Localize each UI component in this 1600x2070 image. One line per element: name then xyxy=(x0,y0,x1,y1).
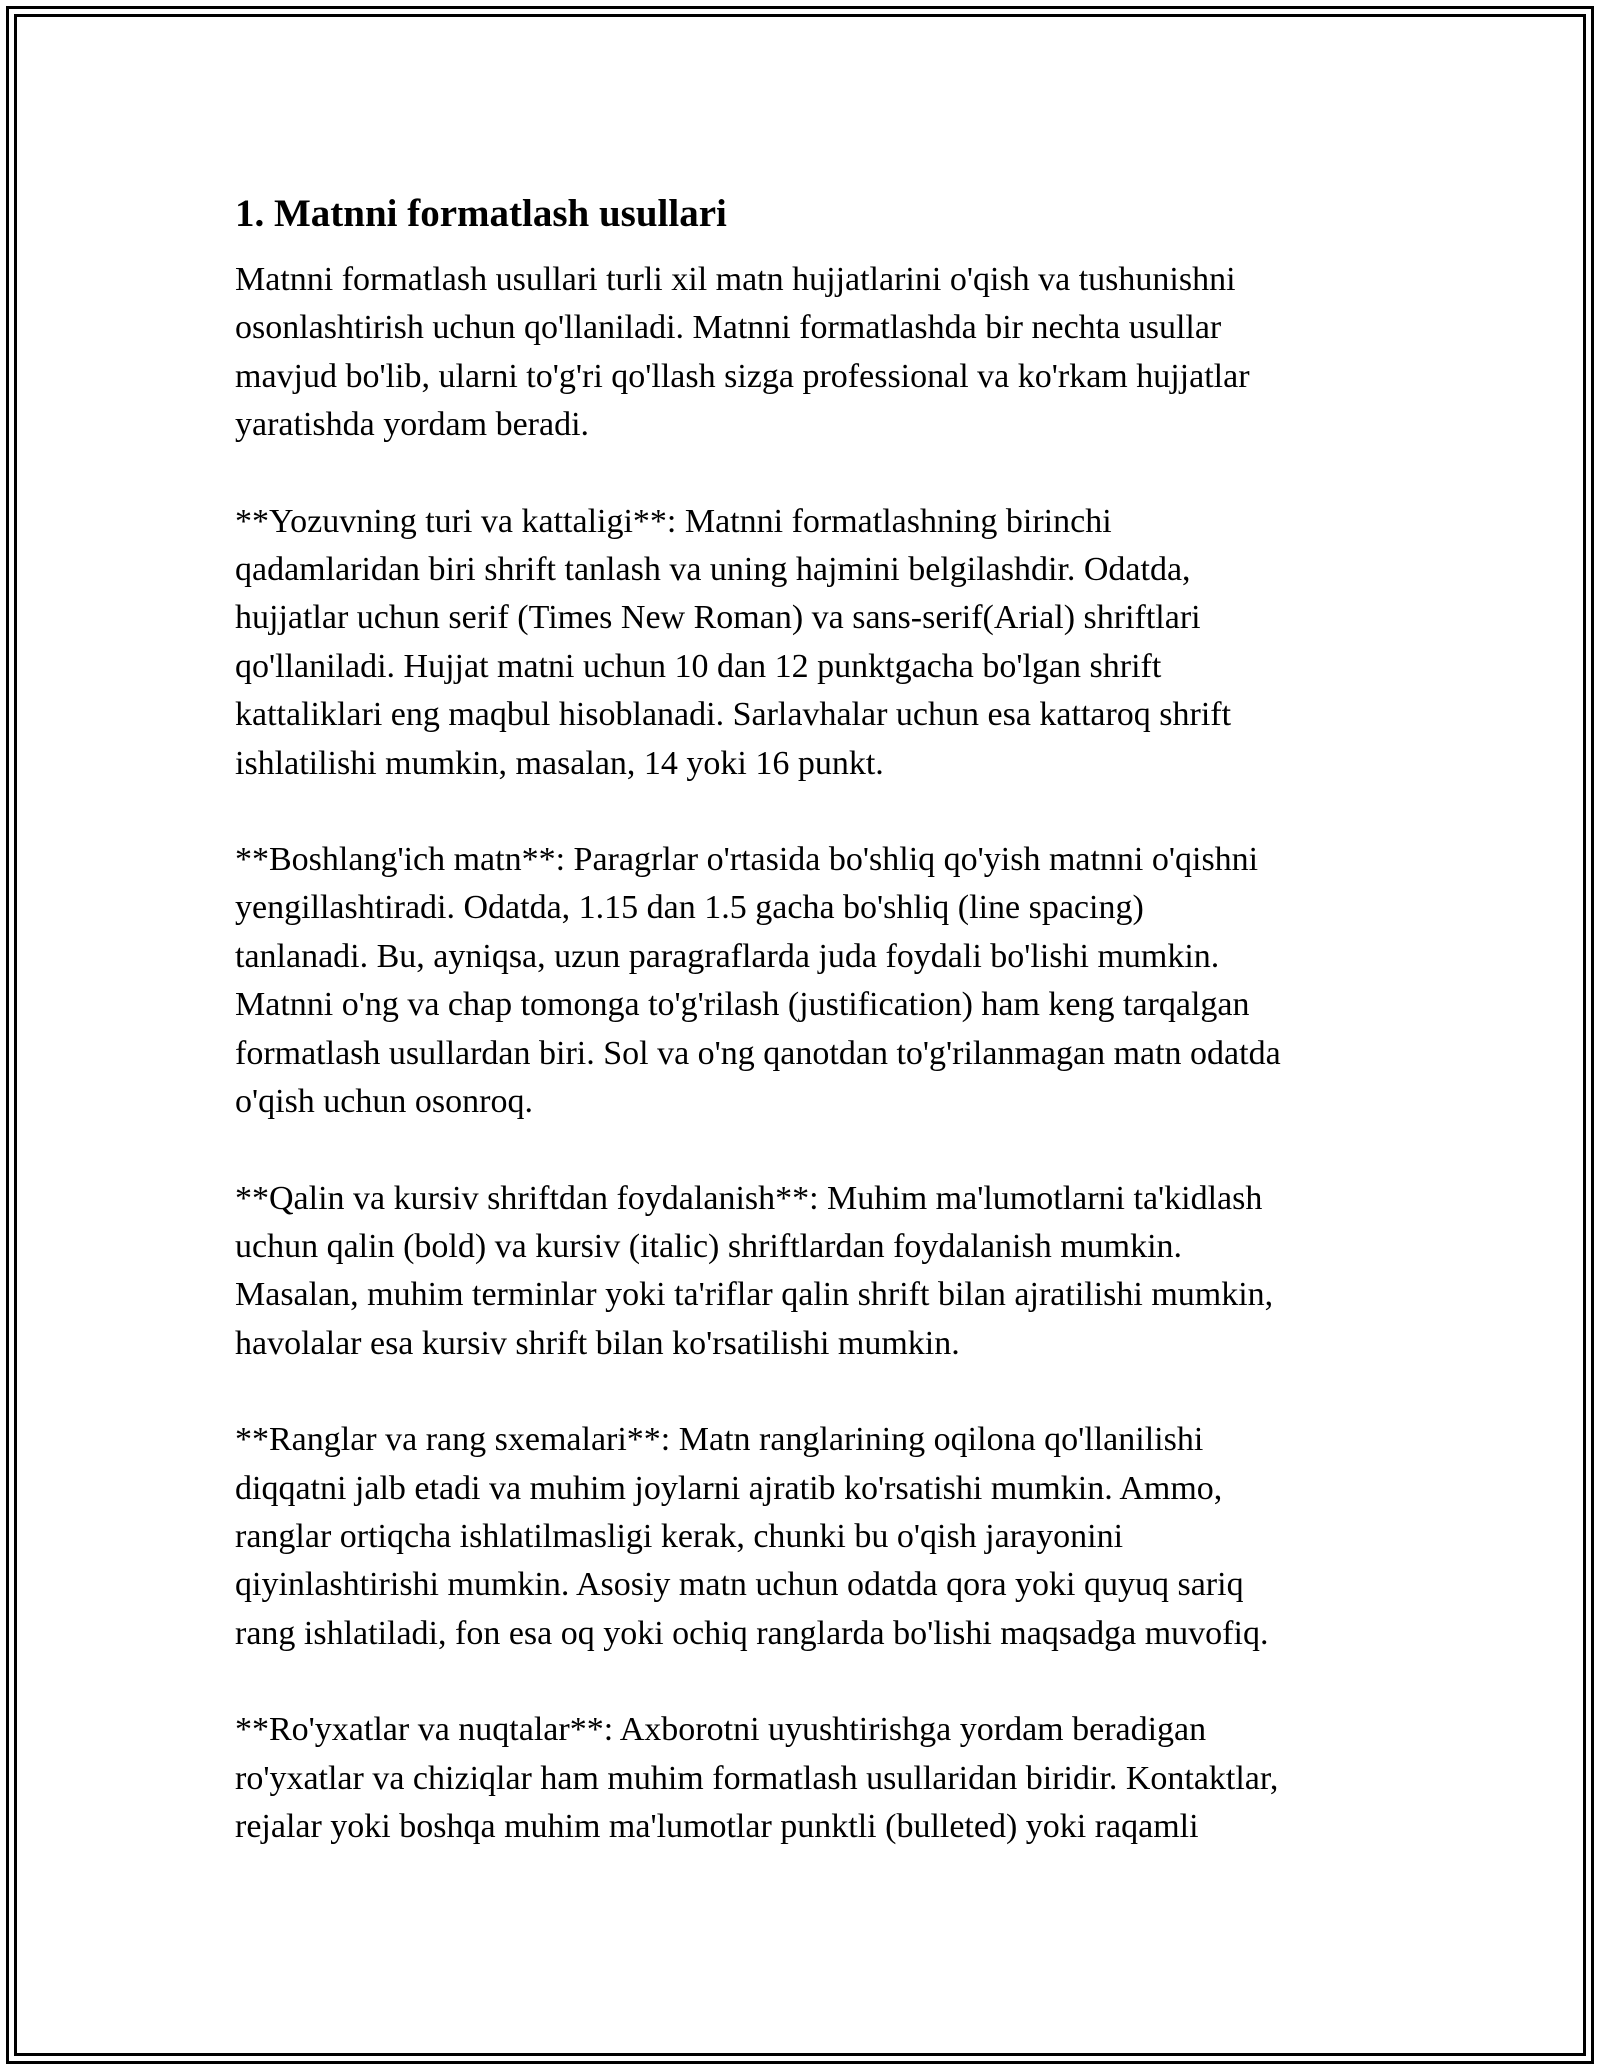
paragraph-line: ro'yxatlar va chiziqlar ham muhim formatlash usullaridan biridir. Kontaktlar, xyxy=(235,1759,1279,1797)
paragraph-line: ranglar ortiqcha ishlatilmasligi kerak, chunki bu o'qish jarayonini xyxy=(235,1517,1124,1555)
paragraph-line: havolalar esa kursiv shrift bilan ko'rsatilishi mumkin. xyxy=(235,1324,960,1362)
paragraph-line: hujjatlar uchun serif (Times New Roman) va sans-serif(Arial) shriftlari xyxy=(235,599,1201,637)
paragraph-line: Matnni o'ng va chap tomonga to'g'rilash (justification) ham keng tarqalgan xyxy=(235,986,1250,1024)
paragraph-line: kattaliklari eng maqbul hisoblanadi. Sarlavhalar uchun esa kattaroq shrift xyxy=(235,696,1232,734)
paragraph-line: Masalan, muhim terminlar yoki ta'riflar qalin shrift bilan ajratilishi mumkin, xyxy=(235,1276,1274,1314)
paragraph-line: formatlash usullardan biri. Sol va o'ng qanotdan to'g'rilanmagan matn odatda xyxy=(235,1034,1281,1072)
paragraph-line: **Yozuvning turi va kattaligi**: Matnni formatlashning birinchi xyxy=(235,502,1112,540)
paragraph-line: **Boshlang'ich matn**: Paragrlar o'rtasida bo'shliq qo'yish matnni o'qishni xyxy=(235,841,1259,879)
paragraph-line: uchun qalin (bold) va kursiv (italic) shriftlardan foydalanish mumkin. xyxy=(235,1227,1183,1265)
paragraph-line: yengillashtiradi. Odatda, 1.15 dan 1.5 gacha bo'shliq (line spacing) xyxy=(235,889,1144,927)
paragraph-line: ishlatilishi mumkin, masalan, 14 yoki 16 punkt. xyxy=(235,744,884,782)
paragraph-font-type-size xyxy=(235,498,1375,788)
paragraph-colors xyxy=(235,1416,1375,1658)
paragraph-line: tanlanadi. Bu, ayniqsa, uzun paragraflarda juda foydali bo'lishi mumkin. xyxy=(235,937,1220,975)
paragraph-line: qo'llaniladi. Hujjat matni uchun 10 dan 12 punktgacha bo'lgan shrift xyxy=(235,647,1162,685)
paragraph-line: Matnni formatlash usullari turli xil matn hujjatlarini o'qish va tushunishni xyxy=(235,261,1236,298)
paragraph-line: rang ishlatiladi, fon esa oq yoki ochiq ranglarda bo'lishi maqsadga muvofiq. xyxy=(235,1614,1269,1652)
paragraph-bold-italic xyxy=(235,1175,1375,1369)
paragraph-line: qiyinlashtirishi mumkin. Asosiy matn uchun odatda qora yoki quyuq sariq xyxy=(235,1566,1244,1604)
paragraph-line: rejalar yoki boshqa muhim ma'lumotlar punktli (bulleted) yoki raqamli xyxy=(235,1807,1199,1845)
paragraph-intro xyxy=(235,256,1375,450)
paragraph-line: osonlashtirish uchun qo'llaniladi. Matnni formatlashda bir nechta usullar xyxy=(235,309,1222,347)
paragraph-line: diqqatni jalb etadi va muhim joylarni ajratib ko'rsatishi mumkin. Ammo, xyxy=(235,1469,1223,1507)
paragraph-lists xyxy=(235,1706,1375,1851)
paragraph-line: yaratishda yordam beradi. xyxy=(235,406,590,444)
paragraph-initial-text xyxy=(235,836,1375,1126)
section-heading: 1. Matnni formatlash usullari xyxy=(235,192,727,235)
document-body xyxy=(235,186,1375,1899)
paragraph-line: mavjud bo'lib, ularni to'g'ri qo'llash sizga professional va ko'rkam hujjatlar xyxy=(235,357,1250,395)
paragraph-line: qadamlaridan biri shrift tanlash va uning hajmini belgilashdir. Odatda, xyxy=(235,551,1191,589)
paragraph-line: **Qalin va kursiv shriftdan foydalanish**: Muhim ma'lumotlarni ta'kidlash xyxy=(235,1179,1263,1217)
paragraph-line: o'qish uchun osonroq. xyxy=(235,1083,533,1121)
paragraph-line: **Ranglar va rang sxemalari**: Matn ranglarining oqilona qo'llanilishi xyxy=(235,1421,1204,1459)
paragraph-line: **Ro'yxatlar va nuqtalar**: Axborotni uyushtirishga yordam beradigan xyxy=(235,1711,1207,1749)
